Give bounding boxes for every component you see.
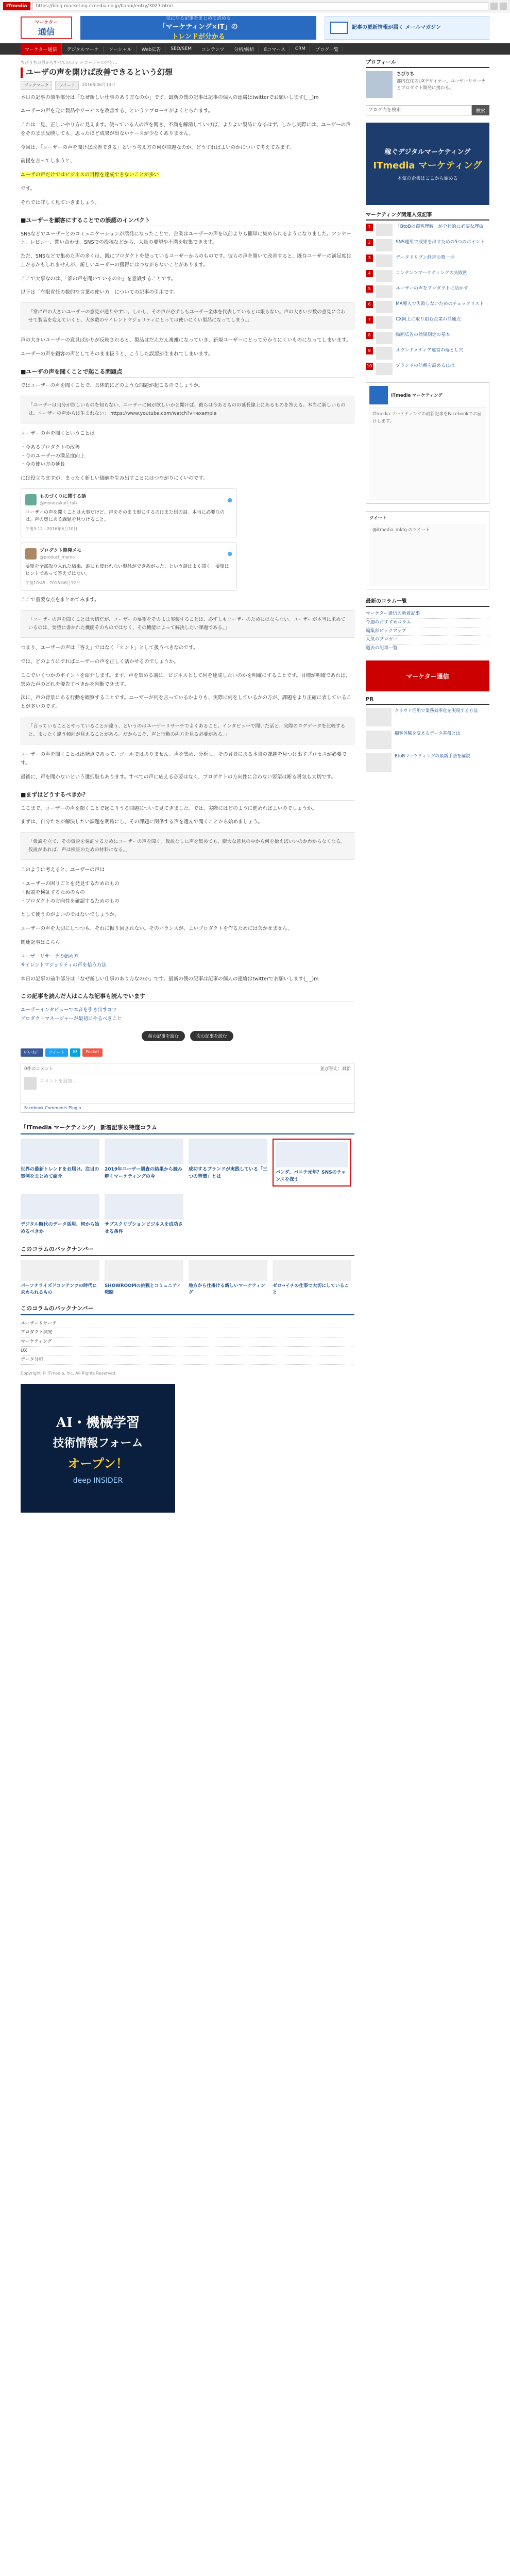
article-card[interactable] — [21, 1139, 99, 1187]
article-thumbnail — [21, 1139, 99, 1164]
ranking-item[interactable]: 7 CX向上に取り組む企業の共通点 — [366, 316, 489, 329]
paragraph: ユーザーの声を元に製品やサービスを改善する、というアプローチがよくとられます。 — [21, 108, 213, 114]
sidebar-heading: 最新のコラム一覧 — [366, 597, 489, 607]
site-logo[interactable] — [21, 16, 72, 39]
share-bar — [21, 1048, 354, 1057]
blockquote: 「言っていることとやっていることが違う、というのはユーザーリサーチでよくあること。インタビューで聞いた話と、実際のログデータを比較すると、まったく違う傾向が見えることがある。だからこそ、声と行動の両方を見る必要がある。」 — [21, 717, 354, 744]
avatar — [25, 548, 37, 560]
side-list-item[interactable]: マーケター通信の新着記事 — [366, 610, 489, 619]
banner-sub: 気になる記事をまとめて読める — [165, 16, 231, 21]
tw-feed: @itmedia_mktg のツイート — [369, 524, 486, 586]
paragraph: 本日の記事の前半部分は「なぜ新しい仕事のあり方なのか」です。最新の僕の記事は記事の個人の連絡はtwitterでお願いします(_ _)m — [21, 94, 319, 100]
header-banner[interactable] — [80, 16, 316, 40]
menu-icon[interactable] — [500, 3, 507, 10]
pocket-button[interactable]: Pocket — [82, 1048, 102, 1057]
related-link[interactable]: サイレントマジョリティの声を拾う方法 — [21, 962, 107, 968]
sidebar-heading: PR — [366, 697, 489, 705]
search-button[interactable]: 検索 — [472, 105, 489, 115]
tweet-time: 午前10:45 - 2016年6月12日 — [25, 580, 80, 585]
article-thumbnail — [273, 1260, 351, 1281]
tweet-share-button[interactable]: ツイート — [45, 1048, 68, 1057]
search-input[interactable] — [366, 105, 472, 115]
side-list-item[interactable]: 過去の記事一覧 — [366, 645, 489, 653]
ranking-item[interactable]: 5 ユーザーの声をプロダクトに活かす — [366, 285, 489, 298]
ranking-item[interactable]: 1 「BtoBの顧客理解」が全社的に必要な理由 — [366, 224, 489, 236]
ad-line2: ITmedia マーケティング — [373, 160, 482, 171]
backnumber-card[interactable] — [21, 1260, 99, 1296]
paragraph: として使うのがよいのではないでしょうか。 — [21, 912, 120, 918]
address-bar[interactable]: https://blog.marketing.itmedia.co.jp/hanoi/entry/3027.html — [32, 2, 488, 10]
sidebar-heading: マーケティング関連人気記事 — [366, 210, 489, 221]
profile-name[interactable]: ちびりち — [397, 72, 415, 77]
article-card-featured[interactable] — [273, 1139, 351, 1187]
paragraph: それでは詳しく見ていきましょう。 — [21, 199, 100, 206]
fb-page-name[interactable]: ITmedia マーケティング — [391, 393, 443, 398]
backnumber-card[interactable] — [189, 1260, 267, 1296]
paragraph: 次に、声の背景にある行動を観察することです。ユーザーが何を言っているかよりも、実際に何をしているかの方が、課題をより正確に表していることが多いのです。 — [21, 695, 352, 710]
pr-item[interactable]: 顧客体験を変えるデータ基盤とは — [366, 731, 489, 749]
browser-topbar — [0, 0, 510, 12]
twitter-bird-icon: ● — [227, 496, 232, 503]
facebook-plugin-label[interactable]: Facebook Comments Plugin — [24, 1106, 81, 1111]
article-card[interactable] — [21, 1194, 99, 1235]
tweet-time: 午後3:12 - 2016年6月10日 — [25, 526, 78, 531]
embedded-tweet[interactable] — [21, 488, 237, 537]
paragraph: ここで大事なのは、「誰の声を聞いているのか」を意識することです。 — [21, 276, 176, 282]
tweet-text: ユーザーの声を聞くことは大事だけど、声をそのまま形にするのはまた別の話。本当に必要なのは、声の奥にある課題を見つけること。 — [25, 510, 225, 523]
article-thumbnail — [189, 1260, 267, 1281]
avatar — [25, 494, 37, 505]
ad-line1: 稼ぐデジタルマーケティング — [384, 148, 471, 156]
sidebar-red-banner[interactable]: マーケター通信 — [366, 660, 489, 691]
article-card-title: 世界の最新トレンドをお届け。注目の事例をまとめて紹介 — [21, 1167, 99, 1179]
article-title: ユーザの声を開けば改善できるという幻想 — [21, 67, 354, 78]
nav-item[interactable]: SEO/SEM — [166, 46, 196, 52]
pager — [21, 1031, 354, 1041]
category-item[interactable]: プロダクト開発 — [21, 1328, 354, 1337]
category-item[interactable]: UX — [21, 1347, 354, 1356]
ranking-item[interactable]: 8 動画広告の効果測定の基本 — [366, 332, 489, 344]
facebook-widget — [366, 382, 489, 504]
hatena-bookmark-button[interactable]: B! — [70, 1048, 81, 1057]
backnumber-title: パーソナライズドコンテンツの時代に求められるもの — [21, 1283, 97, 1296]
twitter-bird-icon: ● — [227, 550, 232, 557]
site-header — [0, 12, 510, 43]
bookmark-button[interactable]: ブックマーク — [21, 81, 52, 90]
related-article-link[interactable]: プロダクトマネージャーが最初にやるべきこと — [21, 1016, 122, 1022]
section-heading: ■まずはどうするべきか？ — [21, 790, 354, 801]
category-item[interactable]: マーケティング — [21, 1337, 354, 1347]
article-thumbnail — [105, 1194, 183, 1219]
article-thumbnail — [21, 1260, 99, 1281]
tweet-handle: @product_memo — [40, 555, 75, 560]
sidebar — [366, 58, 489, 1525]
backnumber-title: SHOWROOMの挑戦とコミュニティ戦略 — [105, 1283, 181, 1296]
paragraph: 前提を言ってしまうと、 — [21, 158, 75, 164]
list-item: ・今のユーザーの満足度向上 — [21, 453, 85, 459]
list-item: ・今の使い方の延長 — [21, 462, 65, 468]
ad-line2: 技術情報フォーム — [53, 1436, 143, 1450]
section-heading: ■ユーザーを顧客にすることでの誤認のインパクト — [21, 216, 354, 226]
nav-item[interactable]: Web広告 — [138, 46, 166, 53]
backnumber-title: 地方から仕掛ける新しいマーケティング — [189, 1283, 265, 1296]
list-item: ・仮説を検証するためのもの — [21, 889, 85, 895]
comment-box — [21, 1063, 354, 1113]
ranking-block — [366, 210, 489, 375]
category-item[interactable]: ユーザーリサーチ — [21, 1319, 354, 1329]
browser-tools — [490, 3, 507, 10]
profile-block — [366, 58, 489, 98]
global-nav — [0, 43, 510, 55]
list-item: ・プロダクトの方向性を確認するためのもの — [21, 898, 120, 904]
banner-highlight: トレンドが分かる — [172, 33, 225, 41]
paragraph: ここでいくつかのポイントを紹介します。まず、声を集める前に、ビジネスとして何を達成したいのかを明確にすることです。目標が明確であれば、集めた声のどれを優先すべきかを判断できます。 — [21, 672, 351, 687]
ad-line1: AI・機械学習 — [56, 1415, 140, 1431]
pr-item[interactable]: クラウド活用で業務効率化を実現する方法 — [366, 708, 489, 726]
twitter-widget-heading: ツイート — [369, 516, 387, 521]
paragraph: これは一見、正しいやり方に見えます。使っている人の声を聞き、不満を解消していけば、よりよい製品になるはず。しかし実際には、ユーザーの声をそのまま反映しても、思ったほど成果が出ないケースが少なくありません。 — [21, 122, 351, 137]
twitter-widget — [366, 511, 489, 589]
ai-ad-banner[interactable] — [21, 1384, 175, 1513]
embedded-tweet[interactable] — [21, 543, 237, 591]
article-date: 2016年06月14日 — [82, 82, 115, 87]
category-item[interactable]: データ分析 — [21, 1355, 354, 1365]
nav-item[interactable]: デジタルマーケ — [63, 46, 104, 53]
blockquote: 「ユーザーの声を聞くことは大切だが、ユーザーの要望をそのまま実装することは、必ずしもユーザーのためにはならない。ユーザーが本当に求めているのは、要望に書かれた機能そのものではなく、その機能によって解決したい課題である。」 — [21, 610, 354, 638]
paragraph: ユーザーの声を大切にしつつも、それに振り回されない。そのバランスが、よいプロダクトを作るためには欠かせません。 — [21, 926, 293, 932]
paragraph: ここまで、ユーザーの声を聞くことで起こりうる問題について見てきました。では、実際にはどのように進めればよいのでしょうか。 — [21, 805, 317, 811]
page-logo[interactable] — [369, 386, 388, 404]
related-link[interactable]: ユーザーリサーチの始め方 — [21, 953, 79, 959]
breadcrumb[interactable]: ちびりちの目からすべての日々 > ユーザーの声を… — [21, 60, 117, 65]
facebook-like-button[interactable]: いいね！ — [21, 1048, 43, 1057]
article-card[interactable] — [105, 1139, 183, 1187]
ad-line3: オープン！ — [67, 1456, 128, 1471]
article-card[interactable] — [105, 1194, 183, 1235]
logo-line1: マーケター — [35, 20, 58, 25]
side-list-item[interactable]: 編集部ピックアップ — [366, 628, 489, 636]
pr-item[interactable]: BtoBマーケティングの最新手法を解説 — [366, 753, 489, 772]
highlight-text: ユーザの声だけではビジネスの目標を達成できないことが多い — [21, 172, 159, 178]
nav-item[interactable]: Eコマース — [260, 46, 290, 53]
search-form — [366, 105, 489, 115]
article-thumbnail — [105, 1139, 183, 1164]
nav-item[interactable]: ブログ一覧 — [311, 46, 343, 53]
related-articles — [21, 1006, 354, 1024]
related-links — [21, 953, 354, 970]
article-thumbnail — [105, 1260, 183, 1281]
profile-text: 都内在住のUXデザイナー。ユーザーリサーチとプロダクト開発に携わる。 — [397, 78, 486, 91]
ad-line3: 本気の企業はここから始める — [397, 176, 458, 181]
fb-feed: ITmedia マーケティングの最新記事をFacebookでお届けします。 — [369, 408, 486, 500]
bookmark-icon[interactable] — [490, 3, 498, 10]
tweet-author: ものづくりに関する話 — [40, 494, 87, 499]
article-thumbnail — [21, 1194, 99, 1219]
blockquote: 「仮説を立て、その仮説を検証するためにユーザーの声を聞く。仮説なしに声を集めても、膨大な意見の中から何を拾えばいいのかわからなくなる。仮説があれば、声は検証のための材料になる。」 — [21, 832, 354, 860]
article-thumbnail — [189, 1139, 267, 1164]
paragraph: ここで重要な点をまとめてみます。 — [21, 597, 99, 603]
article-card[interactable] — [189, 1139, 267, 1187]
tweet-text: 要望を全部取り入れた結果、誰にも使われない製品ができあがった、という話はよく聞く。要望はヒントであって答えではない。 — [25, 564, 229, 577]
prev-article-button[interactable]: 前の記事を読む — [142, 1031, 185, 1041]
side-list-item[interactable]: 人気のブロガー — [366, 636, 489, 645]
list-item: ・今あるプロダクトの改善 — [21, 444, 80, 450]
tweet-handle: @monozukuri_talk — [40, 501, 78, 506]
category-heading: このコラムのバックナンバー — [21, 1302, 354, 1315]
paragraph: 最後に、声を聞かないという選択肢もあります。すべての声に応える必要はなく、プロダクトの方向性に合わない要望は断る勇気も大切です。 — [21, 774, 336, 780]
nav-item[interactable]: 分析/解析 — [230, 46, 259, 53]
paragraph: 本日の記事の前半部分は「なぜ新しい仕事のあり方なのか」です。最新の僕の記事は記事の個人の連絡はtwitterでお願いします(_ _)m — [21, 976, 319, 982]
backnumber-card[interactable] — [105, 1260, 183, 1296]
tweet-button[interactable]: ツイート — [55, 81, 79, 90]
new-articles-heading: 「ITmedia マーケティング」 新着記事＆特選コラム — [21, 1121, 354, 1134]
article-card-title: デジタル時代のデータ活用、何から始めるべきか — [21, 1222, 99, 1234]
blockquote: 「ユーザーは自分が欲しいものを知らない。ユーザーに何が欲しいかと聞けば、彼らは今あるものの延長線上にあるものを答える。本当に新しいものは、ユーザーの声からは生まれない」 https://www.youtube.com/watch?v=example — [21, 396, 354, 423]
ad-line4: deep INSIDER — [73, 1476, 123, 1485]
paragraph: です。 — [21, 185, 36, 192]
profile-avatar — [366, 71, 393, 98]
newsletter-ad[interactable] — [325, 16, 489, 40]
envelope-icon — [330, 22, 348, 34]
nav-item[interactable]: ソーシャル — [105, 46, 137, 53]
pr-block — [366, 697, 489, 772]
paragraph: 今回は、「ユーザーの声を聞けば改善できる」という考え方の何が問題なのか、どうすればよいのかについて考えてみます。 — [21, 144, 295, 150]
newsletter-text: 記事の更新情報が届く メールマガジン — [352, 25, 441, 30]
paragraph: ただ、SNSなどで集めた声の多くは、既にプロダクトを使っているユーザーからのものです。彼らの声を聞いて改善すると、既存ユーザーの満足度は上がるかもしれませんが、新しいユーザーの獲得にはつながらないことがあります。 — [21, 253, 352, 268]
avatar — [24, 1077, 37, 1090]
ranking-item[interactable]: 3 データドリブン経営の第一歩 — [366, 255, 489, 267]
ranking-item[interactable]: 2 SNS運用で成果を出すための5つのポイント — [366, 239, 489, 251]
paragraph: 関連記事はこちら — [21, 940, 60, 945]
article-row — [21, 1194, 354, 1235]
backnumber-card[interactable] — [273, 1260, 351, 1296]
backnumber-heading: このコラムのバックナンバー — [21, 1243, 354, 1256]
comment-count: 0件のコメント — [24, 1066, 54, 1072]
list-item: ・ユーザーの困りごとを発見するためのもの — [21, 881, 120, 887]
section-heading: ■ユーザの声を聞くことで起こる問題点 — [21, 367, 354, 378]
logo-line2: 通信 — [38, 26, 55, 37]
side-list-item[interactable]: 今週のおすすめコラム — [366, 619, 489, 628]
nav-item[interactable]: CRM — [291, 46, 310, 52]
ranking-item[interactable]: 4 コンテンツマーケティングの失敗例 — [366, 270, 489, 282]
banner-main: 「マーケティング×IT」の — [159, 23, 238, 31]
browser-brand[interactable]: ITmedia — [3, 2, 30, 10]
ranking-item[interactable]: 10 ブランドの信頼を高めるには — [366, 363, 489, 375]
next-article-button[interactable]: 次の記事を読む — [190, 1031, 233, 1041]
article-card-title: 成功するブランドが実践している「三つの習慣」とは — [189, 1167, 268, 1179]
article-body — [21, 94, 354, 1024]
article-card-title: サブスクリプションビジネスを成功させる条件 — [105, 1222, 183, 1234]
backnumber-title: ゼロ→イチの仕事で大切にしていること — [273, 1283, 349, 1296]
comment-sort-select[interactable]: 並び替え：最新 — [320, 1066, 351, 1072]
paragraph: 以下は「有限責任の数的な言葉の使い方」についての記事の引用です。 — [21, 290, 179, 296]
comment-input[interactable]: コメントを追加... — [40, 1079, 77, 1084]
backnumber-row — [21, 1260, 354, 1296]
category-list — [21, 1319, 354, 1365]
article-meta — [21, 81, 354, 90]
blockquote: 「常に声の大きいユーザーの意見が通りやすい。しかし、その声が必ずしもユーザー全体を代表しているとは限らない。声の大きい少数の意見に合わせて製品を変えていくと、大多数のサイレントマジョリティにとっては使いにくい製品になってしまう。」 — [21, 302, 354, 330]
nav-item[interactable]: マーケター通信 — [21, 43, 62, 55]
paragraph: では、どのようにすればユーザーの声を正しく活かせるのでしょうか。 — [21, 659, 179, 665]
ranking-item[interactable]: 6 MA導入で失敗しないためのチェックリスト — [366, 301, 489, 313]
paragraph: には役立ちますが、まったく新しい価値を生み出すことにはつながりにくいのです。 — [21, 476, 208, 482]
paragraph: ユーザーの声を聞くことは出発点であって、ゴールではありません。声を集め、分析し、その背景にある本当の課題を見つけ出すプロセスが必要です。 — [21, 752, 347, 766]
nav-item[interactable]: コンテンツ — [197, 46, 229, 53]
paragraph: ではユーザーの声を聞くことで、具体的にどのような問題が起こるのでしょうか。 — [21, 382, 203, 388]
paragraph: このように考えると、ユーザーの声は — [21, 867, 105, 873]
sidebar-heading: プロフィール — [366, 58, 489, 68]
paragraph: SNSなどでユーザーとのコミュニケーションが活発になったことで、企業はユーザーの声を以前よりも簡単に集められるようになりました。アンケート、レビュー、問い合わせ、SNSでの投稿などから、大量の要望や不満を収集できます。 — [21, 231, 351, 246]
article-thumbnail — [276, 1142, 348, 1167]
content-wrap — [0, 55, 510, 1525]
section-heading: この記事を読んだ人はこんな記事も読んでいます — [21, 992, 354, 1002]
paragraph: つまり、ユーザーの声は「答え」ではなく「ヒント」として扱うべきなのです。 — [21, 645, 198, 651]
paragraph: まずは、自分たちが解決したい課題を明確にし、その課題に関係する声を選んで聞くことから始めましょう。 — [21, 819, 263, 825]
paragraph: ユーザーの声を顧客の声としてそのまま扱うと、こうした誤認が生まれてしまいます。 — [21, 351, 213, 358]
column-list-block — [366, 597, 489, 653]
main-column — [21, 58, 354, 1525]
article-card-title: 2019年ユーザー調査の結果から読み解くマーケティングの今 — [105, 1167, 183, 1179]
ranking-item[interactable]: 9 オウンドメディア運営の落とし穴 — [366, 347, 489, 360]
article-row — [21, 1139, 354, 1187]
tweet-author: プロダクト開発メモ — [40, 548, 82, 553]
paragraph: ユーザーの声を聞くということは — [21, 430, 95, 436]
article-card-title: パンダ、パニチ元年？SNSのチャンスを探す — [276, 1170, 346, 1182]
paragraph: 声の大きいユーザーの意見ばかりが反映されると、製品はだんだん複雑になっていき、新規ユーザーにとって分かりにくいものになってしまいます。 — [21, 337, 351, 344]
sidebar-ad[interactable] — [366, 123, 489, 205]
related-article-link[interactable]: ユーザーインタビューで本音を引き出すコツ — [21, 1007, 117, 1013]
copyright: Copyright © ITmedia, Inc. All Rights Reserved. — [21, 1371, 117, 1376]
